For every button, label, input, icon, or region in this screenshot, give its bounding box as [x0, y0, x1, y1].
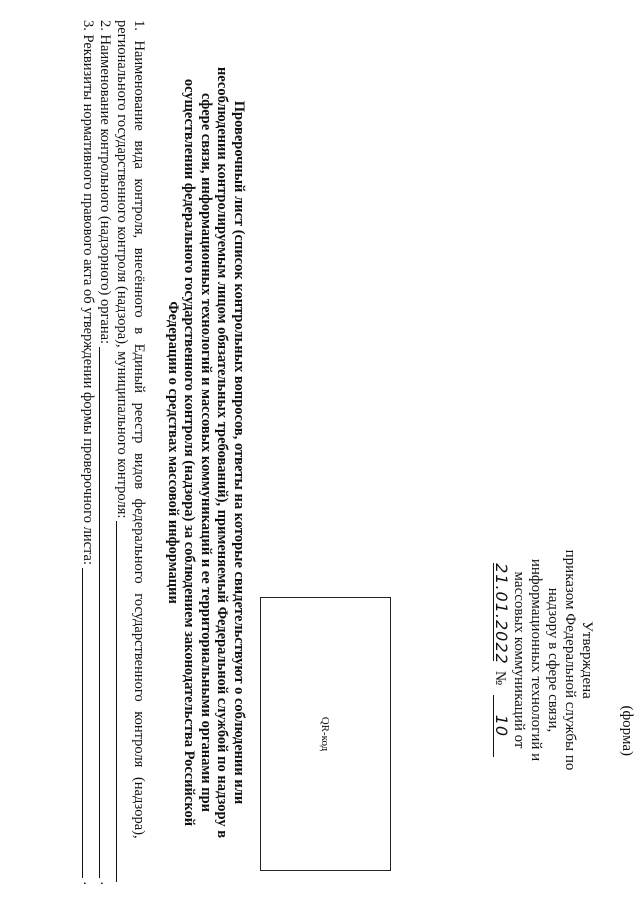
approval-line: информационных технологий и [528, 558, 544, 762]
approval-line: надзору в сфере связи, [545, 587, 561, 733]
end-mark: . [80, 881, 96, 885]
title-line: осуществлении федерального государственного контроля (надзора) за соблюдением законодательства Российской [181, 78, 198, 827]
handwritten-date: 21.01.2022 [492, 563, 511, 665]
number-sign: № [492, 670, 508, 686]
title-line: Проверочный лист (список контрольных вопросов, ответы на которые свидетельствуют о соблюдении или [231, 100, 247, 805]
handwritten-number: 10 [493, 695, 509, 757]
item-3-text: 3. Реквизиты нормативного правового акта об утверждении формы проверочного листа: [80, 20, 96, 566]
blank-line [82, 568, 84, 878]
item-1-text: 1. Наименование вида контроля, внесённого в Единый реестр видов федерального государственного контроля (надзора), [131, 20, 147, 839]
title-line: сфере связи, информационных технологий и массовых коммуникаций и ее территориальными органами при [198, 92, 214, 813]
qr-code-box [260, 597, 391, 871]
title-line: несоблюдении контролируемым лицом обязательных требований), применяемый Федеральной службой по надзору в [214, 66, 231, 839]
document-title [165, 20, 248, 885]
approval-heading: Утверждена [579, 621, 595, 699]
approval-date-row [491, 500, 509, 820]
blank-line [99, 347, 101, 878]
approval-line: приказом Федеральной службы по [562, 549, 578, 771]
qr-code-label: QR-код [319, 716, 332, 752]
blank-line [116, 521, 118, 882]
end-mark: . [97, 881, 113, 885]
form-label: (форма) [619, 705, 635, 756]
item-1-line-1 [130, 20, 147, 885]
title-line: Федерации о средствах массовой информации [165, 301, 181, 604]
item-2 [96, 20, 113, 885]
approval-block [491, 500, 595, 820]
item-1-line-2 [113, 20, 130, 885]
item-2-text: 2. Наименование контрольного (надзорного) органа: [97, 20, 113, 345]
form-items [79, 20, 147, 885]
approval-line: массовых коммуникаций от [511, 571, 527, 749]
item-3 [79, 20, 96, 885]
item-1-text-cont: регионального государственного контроля (надзора), муниципального контроля: [114, 20, 130, 519]
